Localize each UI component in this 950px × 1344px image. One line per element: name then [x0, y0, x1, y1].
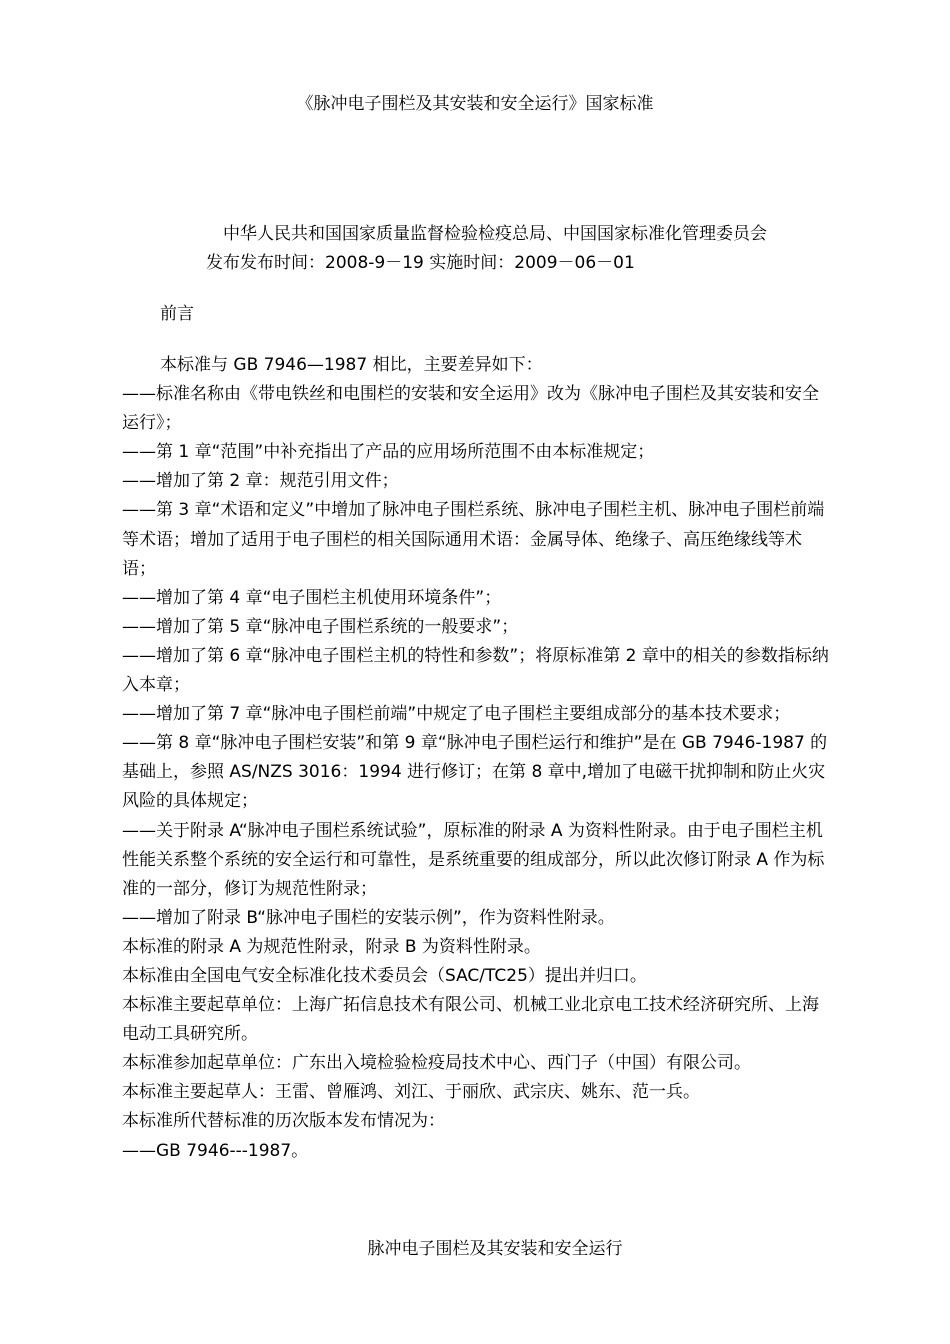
paragraph: ——第 8 章“脉冲电子围栏安装”和第 9 章“脉冲电子围栏运行和维护”是在 GB 7946-1987 的基础上，参照 AS/NZS 3016：1994 进行修订；在第 8 章中,增加了电磁干扰抑制和防止火灾风险的具体规定； — [122, 733, 828, 812]
paragraph: ——GB 7946---1987。 — [122, 1140, 309, 1161]
publication-dates: 发布发布时间：2008-9－19 实施时间：2009－06－01 — [206, 253, 635, 273]
paragraph: ——增加了附录 B“脉冲电子围栏的安装示例”，作为资料性附录。 — [122, 907, 615, 928]
paragraph: 本标准所代替标准的历次版本发布情况为： — [122, 1111, 445, 1132]
paragraph: ——增加了第 2 章：规范引用文件； — [122, 471, 399, 492]
foreword-body — [122, 351, 832, 1166]
document-title: 《脉冲电子围栏及其安装和安全运行》国家标准 — [296, 94, 654, 114]
paragraph: ——关于附录 A“脉冲电子围栏系统试验”，原标准的附录 A 为资料性附录。由于电子围栏主机性能关系整个系统的安全运行和可靠性，是系统重要的组成部分，所以此次修订附录 A 作为标准的一部分，修订为规范性附录； — [122, 820, 825, 899]
paragraph: 本标准参加起草单位：广东出入境检验检疫局技术中心、西门子（中国）有限公司。 — [122, 1053, 751, 1074]
foreword-heading: 前言 — [160, 304, 194, 324]
paragraph: ——增加了第 4 章“电子围栏主机使用环境条件”； — [122, 587, 502, 608]
paragraph: ——增加了第 6 章“脉冲电子围栏主机的特性和参数”；将原标准第 2 章中的相关的参数指标纳入本章； — [122, 645, 829, 696]
paragraph: ——增加了第 7 章“脉冲电子围栏前端”中规定了电子围栏主要组成部分的基本技术要求； — [122, 704, 791, 725]
paragraph: 本标准与 GB 7946—1987 相比，主要差异如下： — [160, 355, 543, 375]
section-title: 脉冲电子围栏及其安装和安全运行 — [367, 1239, 623, 1259]
paragraph: ——第 3 章“术语和定义”中增加了脉冲电子围栏系统、脉冲电子围栏主机、脉冲电子围栏前端等术语；增加了适用于电子围栏的相关国际通用术语：金属导体、绝缘子、高压绝缘线等术语； — [122, 500, 825, 579]
paragraph: 本标准由全国电气安全标准化技术委员会（SAC/TC25）提出并归口。 — [122, 965, 647, 986]
paragraph: 本标准主要起草单位：上海广拓信息技术有限公司、机械工业北京电工技术经济研究所、上海电动工具研究所。 — [122, 995, 819, 1045]
paragraph: 本标准主要起草人：王雷、曾雁鸿、刘江、于丽欣、武宗庆、姚东、范一兵。 — [122, 1082, 700, 1103]
issuing-authority: 中华人民共和国国家质量监督检验检疫总局、中国国家标准化管理委员会 — [223, 224, 767, 244]
paragraph: ——增加了第 5 章“脉冲电子围栏系统的一般要求”； — [122, 616, 519, 637]
paragraph: ——第 1 章“范围”中补充指出了产品的应用场所范围不由本标准规定； — [122, 442, 655, 463]
paragraph: 本标准的附录 A 为规范性附录，附录 B 为资料性附录。 — [122, 936, 541, 957]
paragraph: ——标准名称由《带电铁丝和电围栏的安装和安全运用》改为《脉冲电子围栏及其安装和安全运行》； — [122, 384, 819, 434]
